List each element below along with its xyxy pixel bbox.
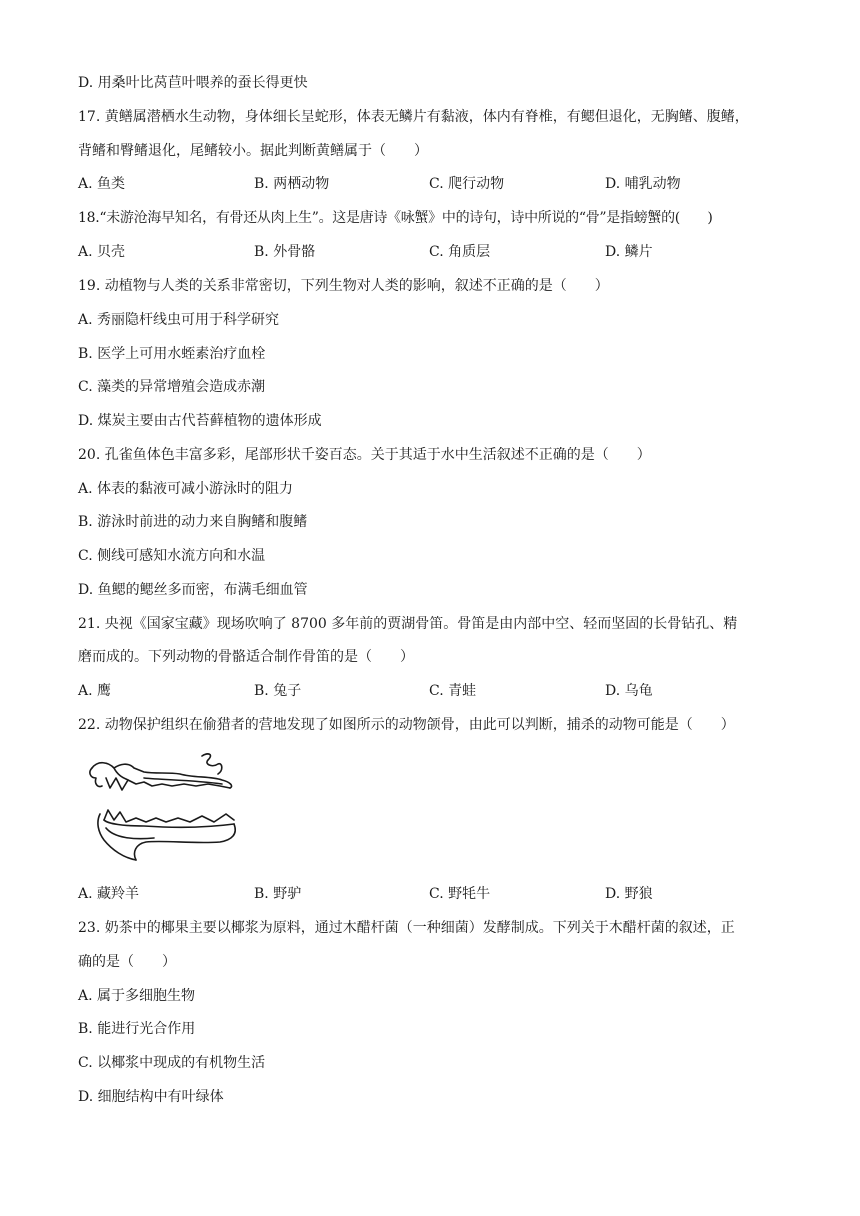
q21-options — [78, 681, 788, 701]
q21-stem-line-2: 磨而成的。下列动物的骨骼适合制作骨笛的是（ ） — [78, 649, 414, 665]
q22-option-d: D. 野狼 — [605, 886, 653, 902]
q18-option-a: A. 贝壳 — [78, 244, 126, 260]
q23-stem-line-2: 确的是（ ） — [78, 954, 176, 970]
q21-option-a: A. 鹰 — [78, 683, 112, 699]
q18-stem: 18.“未游沧海早知名，有骨还从肉上生”。这是唐诗《咏蟹》中的诗句，诗中所说的“骨”是指螃蟹的( ) — [78, 210, 713, 226]
q17-stem-line-2: 背鳍和臀鳍退化，尾鳍较小。据此判断黄鳝属于（ ） — [78, 143, 428, 159]
q19-option-a: A. 秀丽隐杆线虫可用于科学研究 — [78, 312, 280, 328]
q19-option-c: C. 藻类的异常增殖会造成赤潮 — [78, 379, 266, 395]
q20-option-a: A. 体表的黏液可减小游泳时的阻力 — [78, 481, 294, 497]
q18-options — [78, 242, 788, 262]
q19-option-d: D. 煤炭主要由古代苔藓植物的遗体形成 — [78, 413, 322, 429]
q19-stem: 19. 动植物与人类的关系非常密切，下列生物对人类的影响，叙述不正确的是（ ） — [78, 278, 609, 294]
q17-option-c: C. 爬行动物 — [429, 176, 505, 192]
q22-stem: 22. 动物保护组织在偷猎者的营地发现了如图所示的动物颌骨，由此可以判断，捕杀的动物可能是（ ） — [78, 717, 735, 733]
q17-option-b: B. 两栖动物 — [254, 176, 330, 192]
q22-option-c: C. 野牦牛 — [429, 886, 491, 902]
q23-stem-line-1: 23. 奶茶中的椰果主要以椰浆为原料，通过木醋杆菌（一种细菌）发酵制成。下列关于木醋杆菌的叙述，正 — [78, 920, 735, 936]
q17-option-d: D. 哺乳动物 — [605, 176, 681, 192]
q22-option-a: A. 藏羚羊 — [78, 886, 140, 902]
q18-option-b: B. 外骨骼 — [254, 244, 316, 260]
q19-option-b: B. 医学上可用水蛭素治疗血栓 — [78, 346, 266, 362]
q16-option-d: D. 用桑叶比莴苣叶喂养的蚕长得更快 — [78, 75, 308, 91]
q23-option-b: B. 能进行光合作用 — [78, 1021, 196, 1037]
q22-options — [78, 884, 788, 904]
q20-option-b: B. 游泳时前进的动力来自胸鳍和腹鳍 — [78, 514, 308, 530]
q23-option-a: A. 属于多细胞生物 — [78, 988, 196, 1004]
q20-option-c: C. 侧线可感知水流方向和水温 — [78, 548, 266, 564]
q17-option-a: A. 鱼类 — [78, 176, 126, 192]
q17-stem-line-1: 17. 黄鳝属潜栖水生动物，身体细长呈蛇形，体表无鳞片有黏液，体内有脊椎，有鳃但退化，无胸鳍、腹鳍， — [78, 109, 749, 125]
q21-option-d: D. 乌龟 — [605, 683, 653, 699]
q22-option-b: B. 野驴 — [254, 886, 302, 902]
q18-option-d: D. 鳞片 — [605, 244, 653, 260]
jaw-sketch-icon — [84, 748, 244, 870]
q23-option-c: C. 以椰浆中现成的有机物生活 — [78, 1055, 266, 1071]
q17-options — [78, 174, 788, 194]
q20-stem: 20. 孔雀鱼体色丰富多彩，尾部形状千姿百态。关于其适于水中生活叙述不正确的是（ ） — [78, 447, 651, 463]
q18-option-c: C. 角质层 — [429, 244, 491, 260]
q21-option-b: B. 兔子 — [254, 683, 302, 699]
q21-stem-line-1: 21. 央视《国家宝藏》现场吹响了 8700 多年前的贾湖骨笛。骨笛是由内部中空、轻而坚固的长骨钻孔、精 — [78, 616, 738, 632]
q20-option-d: D. 鱼鳃的鳃丝多而密，布满毛细血管 — [78, 582, 308, 598]
q21-option-c: C. 青蛙 — [429, 683, 477, 699]
q23-option-d: D. 细胞结构中有叶绿体 — [78, 1089, 224, 1105]
